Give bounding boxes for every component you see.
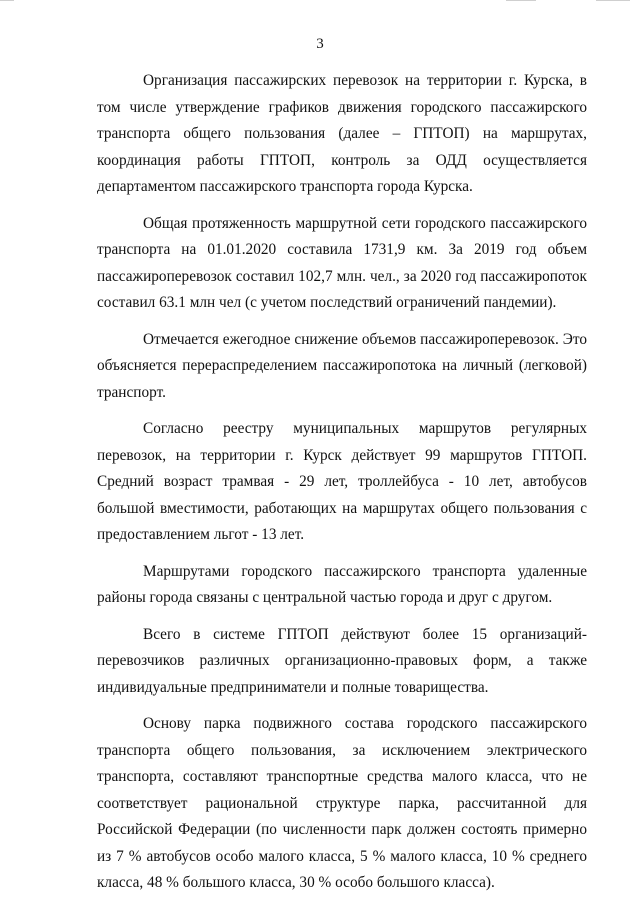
scan-artifact (0, 0, 14, 1)
page-number: 3 (316, 36, 324, 52)
paragraph: Маршрутами городского пассажирского транспорта удаленные районы города связаны с центральной частью города и друг с другом. (97, 562, 587, 606)
document-body (97, 68, 587, 907)
paragraph: Отмечается ежегодное снижение объемов пассажироперевозок. Это объясняется перераспределением пассажиропотока на личный (легковой) транспорт. (97, 330, 587, 401)
scan-artifact (506, 0, 536, 1)
paragraph: Всего в системе ГПТОП действуют более 15 организаций-перевозчиков различных организационно-правовых форм, а также индивидуальные предприниматели и полные товарищества. (97, 625, 587, 696)
paragraph: Общая протяженность маршрутной сети городского пассажирского транспорта на 01.01.2020 составила 1731,9 км. За 2019 год объем пассажироперевозок составил 102,7 млн. чел., за 2020 год пассажиропоток составил 63.1 млн чел (с учетом последствий ограничений пандемии). (97, 214, 587, 311)
paragraph: Согласно реестру муниципальных маршрутов регулярных перевозок, на территории г. Курск действует 99 маршрутов ГПТОП. Средний возраст трамвая - 29 лет, троллейбуса - 10 лет, автобусов большой вместимости, работающих на маршрутах общего пользования с предоставлением льгот - 13 лет. (97, 420, 587, 543)
scan-artifact (596, 0, 630, 1)
paragraph: Организация пассажирских перевозок на территории г. Курска, в том числе утверждение графиков движения городского пассажирского транспорта общего пользования (далее – ГПТОП) на маршрутах, координация работы ГПТОП, контроль за ОДД осуществляется департаментом пассажирского транспорта города Курска. (97, 72, 587, 195)
paragraph: Основу парка подвижного состава городского пассажирского транспорта общего пользования, за исключением электрического транспорта, составляют транспортные средства малого класса, что не соответствует рациональной структуре парка, рассчитанной для Российской Федерации (по численности парк должен состоять примерно из 7 % автобусов особо малого класса, 5 % малого класса, 10 % среднего класса, 48 % большого класса, 30 % особо большого класса). (97, 715, 587, 891)
